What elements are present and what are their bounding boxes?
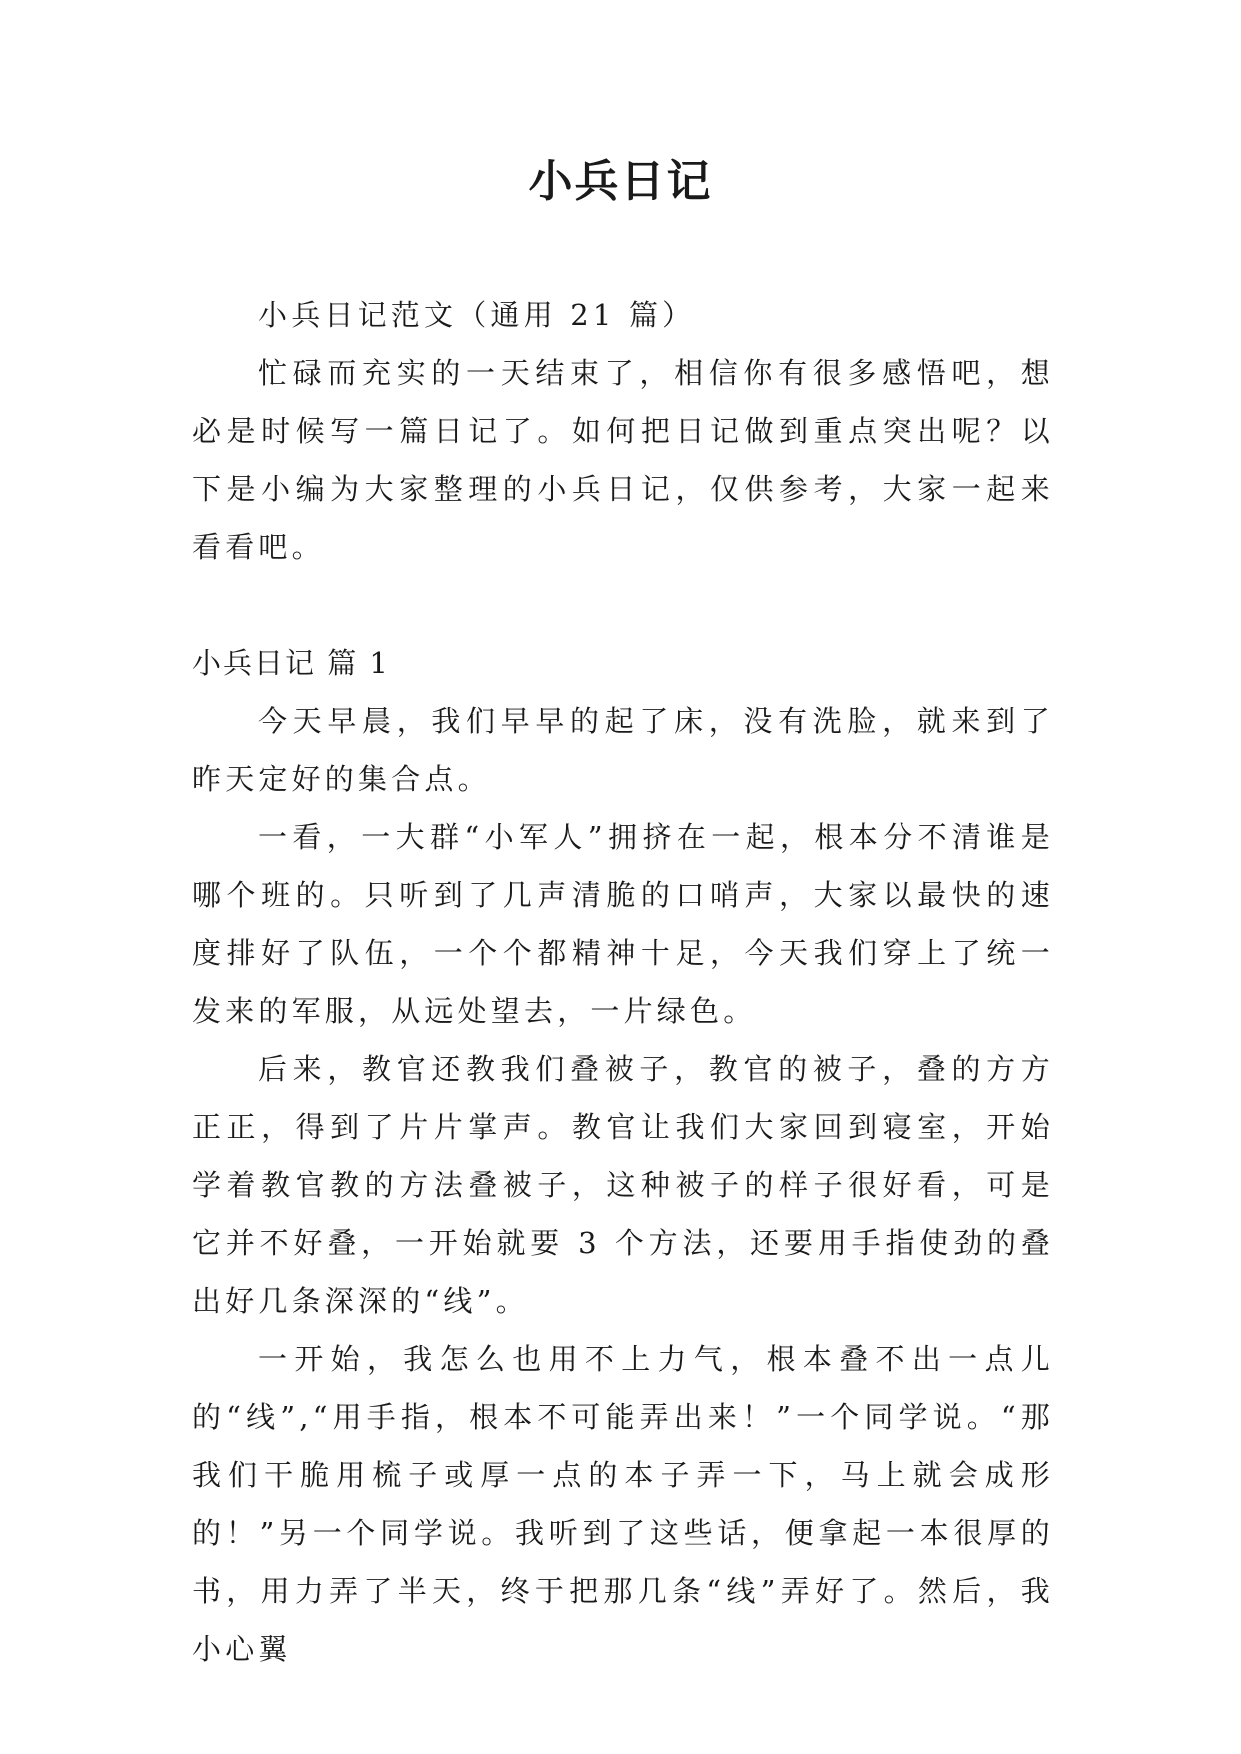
document-body	[192, 286, 1054, 1678]
document-subtitle: 小兵日记范文（通用 21 篇）	[258, 298, 696, 332]
body-paragraph: 一看，一大群“小军人”拥挤在一起，根本分不清谁是哪个班的。只听到了几声清脆的口哨声，大家以最快的速度排好了队伍，一个个都精神十足，今天我们穿上了统一发来的军服，从远处望去，一片绿色。	[192, 820, 1054, 1028]
section-spacer	[192, 576, 1054, 634]
document-title: 小兵日记	[528, 156, 713, 207]
body-paragraph: 今天早晨，我们早早的起了床，没有洗脸，就来到了昨天定好的集合点。	[192, 704, 1054, 796]
intro-paragraph: 忙碌而充实的一天结束了，相信你有很多感悟吧，想必是时候写一篇日记了。如何把日记做到重点突出呢？以下是小编为大家整理的小兵日记，仅供参考，大家一起来看看吧。	[192, 356, 1054, 564]
section-heading: 小兵日记 篇 1	[192, 646, 390, 680]
body-paragraph: 一开始，我怎么也用不上力气，根本叠不出一点儿的“线”,“用手指，根本不可能弄出来！”一个同学说。“那我们干脆用梳子或厚一点的本子弄一下，马上就会成形的！”另一个同学说。我听到了这些话，便拿起一本很厚的书，用力弄了半天，终于把那几条“线”弄好了。然后，我小心翼	[192, 1342, 1054, 1666]
body-paragraph: 后来，教官还教我们叠被子，教官的被子，叠的方方正正，得到了片片掌声。教官让我们大家回到寝室，开始学着教官教的方法叠被子，这种被子的样子很好看，可是它并不好叠，一开始就要 3 个方法，还要用手指使劲的叠出好几条深深的“线”。	[192, 1052, 1054, 1318]
